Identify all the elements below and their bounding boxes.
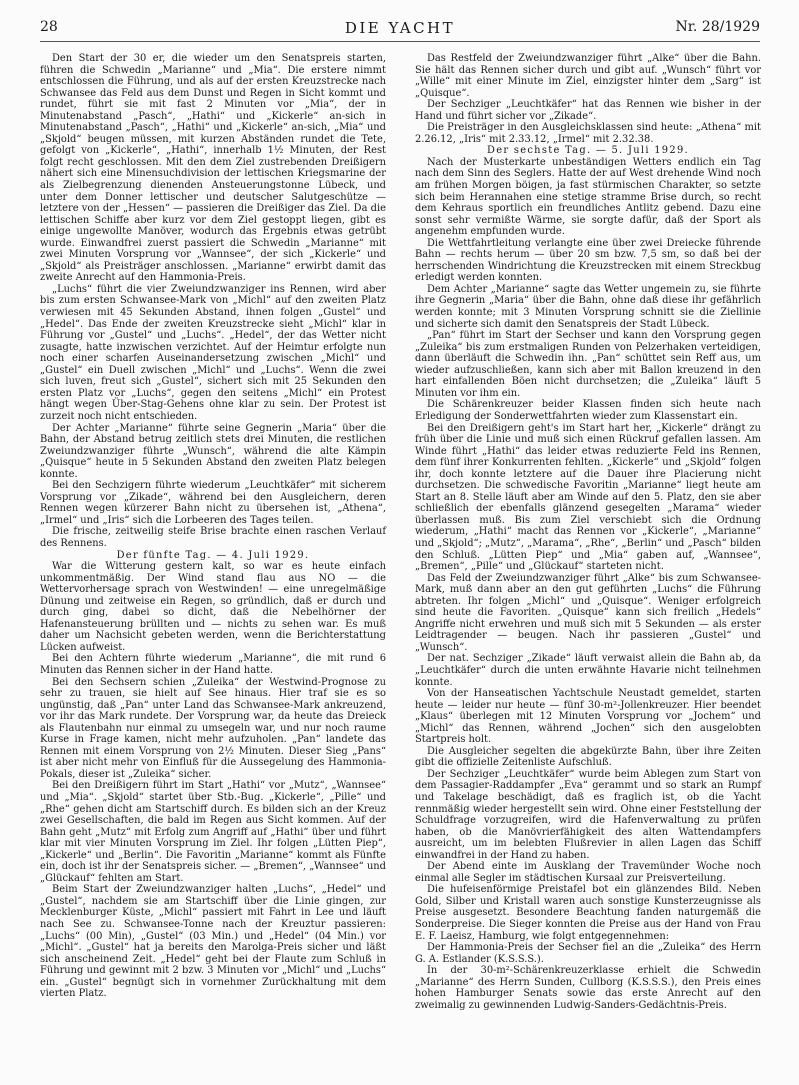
right-column xyxy=(415,53,761,1011)
paragraph: Das Feld der Zweiundzwanziger führt „Alke“ bis zum Schwansee-Mark, muß dann aber an den gut geführten „Luchs“ die Führung abtreten. Ihr folgen „Michl“ und „Quisque“. Weniger erfolgreich sind heute die Favoriten. „Quisque“ kann sich freilich „Hedels“ Angriffe nicht erwehren und muß sich mit 5 Sekunden — als erster Leidtragender — beugen. Nach ihr passieren „Gustel“ und „Wunsch“. xyxy=(415,572,761,653)
paragraph: Der Hammonia-Preis der Sechser fiel an die „Zuleika“ des Herrn G. A. Estlander (K.S.S.S.). xyxy=(415,942,761,965)
issue-number: Nr. 28/1929 xyxy=(675,19,760,35)
paragraph: Die Wettfahrtleitung verlangte eine über zwei Dreiecke führende Bahn — rechts herum — über 20 sm bzw. 7,5 sm, so daß bei der herrschenden Windrichtung die Kreuzstrecken mit einem Streckbug erledigt werden konnten. xyxy=(415,237,761,284)
paragraph: Der Sechziger „Leuchtkäfer“ wurde beim Ablegen zum Start von dem Passagier-Raddampfer „Eva“ gerammt und so stark an Rumpf und Takelage beschädigt, daß es fraglich ist, ob die Yacht rennmäßig wieder hergestellt sein wird. Ohne einer Feststellung der Schuldfrage vorzugreifen, wird die Hafenverwaltung zu prüfen haben, ob die Manövrierfähigkeit des alten Wattendampfers ausreicht, um im belebten Flußrevier in allen Lagen das Schiff einwandfrei in der Hand zu haben. xyxy=(415,768,761,861)
paragraph: Dem Achter „Marianne“ sagte das Wetter ungemein zu, sie führte ihre Gegnerin „Maria“ über die Bahn, ohne daß diese ihr gefährlich werden konnte; mit 3 Minuten Vorsprung schnitt sie die Ziellinie und sicherte sich damit den Senatspreis der Stadt Lübeck. xyxy=(415,283,761,330)
paragraph: Die Ausgleicher segelten die abgekürzte Bahn, über ihre Zeiten gibt die offizielle Zeitenliste Aufschluß. xyxy=(415,745,761,769)
journal-title: DIE YACHT xyxy=(344,19,456,37)
paragraph: Der Achter „Marianne“ führte seine Gegnerin „Maria“ über die Bahn, der Abstand betrug zeitlich stets drei Minuten, die restlichen Zweiundzwanziger führte „Wunsch“, während die alte Kämpin „Quisque“ heute in 5 Sekunden Abstand den zweiten Platz belegen konnte. xyxy=(40,422,386,480)
paragraph: „Luchs“ führt die vier Zweiundzwanziger ins Rennen, wird aber bis zum ersten Schwansee-Mark von „Michl“ auf den zweiten Platz verwiesen mit 45 Sekunden Abstand, ihnen folgen „Gustel“ und „Hedel“. Das Ende der zweiten Kreuzstrecke sieht „Michl“ klar in Führung vor „Gustel“ und „Luchs“. „Hedel“, der das Wetter nicht zusagte, hatte inzwischen verzichtet. Auf der Heimtur erfolgte nun noch einer scharfen Auseinandersetzung zwischen „Michl“ und „Gustel“ ein Duell zwischen „Michl“ und „Luchs“. Wenn die zwei sich luven, freut sich „Gustel“, sichert sich mit 25 Sekunden den ersten Platz vor „Luchs“, gegen den seitens „Michl“ ein Protest hängt wegen Über-Stag-Gehens ohne klar zu sein. Der Protest ist zurzeit noch nicht entschieden. xyxy=(40,283,386,422)
paragraph: Die hufeisenförmige Preistafel bot ein glänzendes Bild. Neben Gold, Silber und Kristall waren auch sonstige Kunsterzeugnisse als Preise ausgesetzt. Besondere Beachtung fanden naturgemäß die Sonderpreise. Die Sieger konnten die Preise aus der Hand von Frau E. F. Laeisz, Hamburg, wie folgt entgegennehmen: xyxy=(415,884,761,942)
paragraph: Bei den Dreißigern führt im Start „Hathi“ vor „Mutz“, „Wannsee“ und „Mia“. „Skjold“ startet über Stb.-Bug. „Kickerle“, „Pille“ und „Rhe“ gehen dicht am Startschiff durch. Es bilden sich an der Kreuz zwei Gesellschaften, die bald im Regen aus Sicht kommen. Auf der Bahn geht „Mutz“ mit Erfolg zum Angriff auf „Hathi“ über und führt klar mit vier Minuten Vorsprung im Ziel. Ihr folgen „Lütten Piep“, „Kickerle“ und „Berlin“. Die Favoritin „Marianne“ kommt als Fünfte ein, doch ist ihr der Senatspreis sicher. — „Bremen“, „Wannsee“ und „Glückauf“ fehlten am Start. xyxy=(40,780,386,884)
paragraph: Bei den Sechsern schien „Zuleika“ der Westwind-Prognose zu sehr zu trauen, sie hielt auf See hinaus. Hier traf sie es so ungünstig, daß „Pan“ unter Land das Schwansee-Mark ankreuzend, vor ihr das Mark rundete. Der Vorsprung war, da heute das Dreieck als Flautenbahn nur einmal zu umsegeln war, und nur noch raume Kurse in Frage kamen, nicht mehr aufzuholen. „Pan“ landete das Rennen mit einem Vorsprung von 2½ Minuten. Dieser Sieg „Pans“ ist aber nicht mehr von Einfluß für die Aussegelung des Hammonia-Pokals, dieser ist „Zuleika“ sicher. xyxy=(40,676,386,780)
paragraph: Das Restfeld der Zweiundzwanziger führt „Alke“ über die Bahn. Sie hält das Rennen sicher durch und gibt auf. „Wunsch“ führt vor „Wille“ mit einer Minute im Ziel, einzigster hinter dem „Sarg“ ist „Quisque“. xyxy=(415,53,761,99)
page-header xyxy=(40,19,760,41)
paragraph: Bei den Sechzigern führte wiederum „Leuchtkäfer“ mit sicherem Vorsprung vor „Zikade“, während bei den Ausgleichern, deren Rennen wegen kürzerer Bahn nicht zu übersehen ist, „Athena“, „Irmel“ und „Iris“ sich die Lorbeeren des Tages teilen. xyxy=(40,480,386,526)
paragraph: „Pan“ führt im Start der Sechser und kann den Vorsprung gegen „Zuleika“ bis zum erstmaligen Runden von Pelzerhaken verteidigen, dann überläuft die Schwedin ihn. „Pan“ schüttet sein Reff aus, um wieder aufzuschließen, kann sich aber mit Ballon kreuzend in den hart einfallenden Böen nicht durchsetzen; die „Zuleika“ läuft 5 Minuten vor ihm ein. xyxy=(415,330,761,399)
section-heading-day5: Der fünfte Tag. — 4. Juli 1929. xyxy=(116,549,310,561)
page-number: 28 xyxy=(40,19,58,35)
paragraph: Der Abend einte im Ausklang der Travemünder Woche noch einmal alle Segler im städtischen Kursaal zur Preisverteilung. xyxy=(415,861,761,884)
paragraph: Die Schärenkreuzer beider Klassen finden sich heute nach Erledigung der Sonderwettfahrten wieder zum Klassenstart ein. xyxy=(415,399,761,422)
section-heading-day6: Der sechste Tag. — 5. Juli 1929. xyxy=(487,145,689,157)
header-rule xyxy=(40,41,760,42)
paragraph: Nach der Musterkarte unbeständigen Wetters endlich ein Tag nach dem Sinn des Seglers. Hatte der auf West drehende Wind noch am frühen Morgen böigen, ja fast stürmischen Charakter, so setzte sich beim Herannahen eine stetige stramme Brise durch, so recht dem Kehraus sportlich ein freundliches Antlitz gebend. Dazu eine sonst sehr vermißte Wärme, sie sorgte dafür, daß der Sport als angenehm empfunden wurde. xyxy=(415,156,761,238)
paragraph: Den Start der 30 er, die wieder um den Senatspreis starten, führen die Schwedin „Marianne“ und „Mia“. Die erstere nimmt entschlossen die Führung, und als auf der ersten Kreuzstrecke nach Schwansee das Feld aus dem Dunst und Regen in Sicht kommt und rundet, führt sie mit fast 2 Minuten vor „Mia“, der in Minutenabstand „Pasch“, „Hathi“ und „Kickerle“ an-sich in Minutenabstand „Pasch“, „Hathi“ und „Kickerle“ an-sich, „Mia“ und „Skjold“ beugen müssen, mit kurzen Abständen rundet die Tete, gefolgt von „Kickerle“, „Hathi“, innerhalb 1½ Minuten, der Rest folgt recht geschlossen. Mit den dem Ziel zustrebenden Dreißigern nähert sich eine Minensuchdivision der lettischen Kriegsmarine der als Zielbegrenzung dienenden Ansteuerungstonne Lübeck, und unter dem Donner lettischer und deutscher Salutgeschütze — letztere von der „Hessen“ — passieren die Dreißiger das Ziel. Da die lettischen Schiffe aber kurz vor dem Ziel gestoppt liegen, gibt es einige ungewollte Manöver, wodurch das Ergebnis etwas getrübt wurde. Einwandfrei zuerst passiert die Schwedin „Marianne“ mit zwei Minuten Vorsprung vor „Wannsee“, der sich „Kickerle“ und „Skjold“ als Preisträger anschlossen. „Marianne“ erwirbt damit das zweite Anrecht auf den Hammonia-Preis. xyxy=(40,53,386,284)
paragraph: Bei den Dreißigern geht's im Start hart her, „Kickerle“ drängt zu früh über die Linie und muß sich einen Rückruf gefallen lassen. Am Winde führt „Hathi“ das leider etwas reduzierte Feld ins Rennen, dem fünf ihrer Konkurrenten fehlten. „Kickerle“ und „Skjold“ folgen ihr, doch konnte letztere auf die Dauer ihre Placierung nicht durchsetzen. Die schwedische Favoritin „Marianne“ liegt heute am Start an 8. Stelle läuft aber am Winde auf den 5. Platz, den sie aber schließlich der ebenfalls glänzend gesegelten „Marama“ wieder überlassen muß. Bis zum Ziel verschiebt sich die Ordnung wiederum, „Hathi“ macht das Rennen vor „Kickerle“, „Marianne“ und „Skjold“; „Mutz“, „Marama“, „Rhe“, „Berlin“ und „Pasch“ bilden den Schluß. „Lütten Piep“ und „Mia“ gaben auf, „Wannsee“, „Bremen“, „Pille“ und „Glückauf“ starteten nicht. xyxy=(415,422,762,573)
paragraph: Der Sechziger „Leuchtkäfer“ hat das Rennen wie bisher in der Hand und führt sicher vor „Zikade“. xyxy=(415,99,761,122)
paragraph: Die frische, zeitweilig steife Brise brachte einen raschen Verlauf des Rennens. xyxy=(40,526,386,549)
paragraph: Beim Start der Zweiundzwanziger halten „Luchs“, „Hedel“ und „Gustel“, nachdem sie am Startschiff über die Linie gingen, zur Mecklenburger Küste, „Michl“ passiert mit Fahrt in Lee und läuft nach See zu. Schwansee-Tonne nach der Kreuztur passieren: „Luchs“ (00 Min), „Gustel“ (03 Min.) und „Hedel“ (04 Min.) vor „Michl“. „Gustel“ hat ja bereits den Marolga-Preis sicher und läßt sich anscheinend Zeit. „Hedel“ geht bei der Flaute zum Schluß in Führung und gewinnt mit 2 bzw. 3 Minuten vor „Michl“ und „Luchs“ ein. „Gustel“ begnügt sich in vornehmer Zurückhaltung mit dem vierten Platz. xyxy=(40,884,386,1000)
paragraph: War die Witterung gestern kalt, so war es heute einfach unkommentmäßig. Der Wind stand flau aus NO — die Wettervorhersage sprach von Westwinden! — eine unregelmäßige Dünung und zeitweise ein Regen, so gründlich, daß er durch und durch ging, dabei so dicht, daß die Nebelhörner der Hafenansteuerung brüllten und — nichts zu sehen war. Es muß daher um Nachsicht gebeten werden, wenn die Berichterstattung Lücken aufweist. xyxy=(40,561,386,653)
paragraph: In der 30-m²-Schärenkreuzerklasse erhielt die Schwedin „Marianne“ des Herrn Sunden, Cullborg (K.S.S.S.), den Preis eines hohen Hamburger Senats sowie das erste Anrecht auf den zweimalig zu gewinnenden Ludwig-Sanders-Gedächtnis-Preis. xyxy=(415,965,761,1011)
paragraph: Bei den Achtern führte wiederum „Marianne“, die mit rund 6 Minuten das Rennen sicher in der Hand hatte. xyxy=(40,653,386,676)
paragraph: Der nat. Sechziger „Zikade“ läuft verwaist allein die Bahn ab, da „Leuchtkäfer“ durch die unten erwähnte Havarie nicht teilnehmen konnte. xyxy=(415,653,761,688)
paragraph: Von der Hanseatischen Yachtschule Neustadt gemeldet, starten heute — leider nur heute — fünf 30-m²-Jollenkreuzer. Hier beendet „Klaus“ überlegen mit 12 Minuten Vorsprung vor „Jochem“ und „Michl“ das Rennen, während „Jochen“ sich den ausgelobten Startpreis holt. xyxy=(415,688,761,746)
paragraph: Die Preisträger in den Ausgleichsklassen sind heute: „Athena“ mit 2.26.12, „Iris“ mit 2.33.12, „Irmel“ mit 2.32.38. xyxy=(415,122,761,145)
left-column xyxy=(40,53,386,1000)
